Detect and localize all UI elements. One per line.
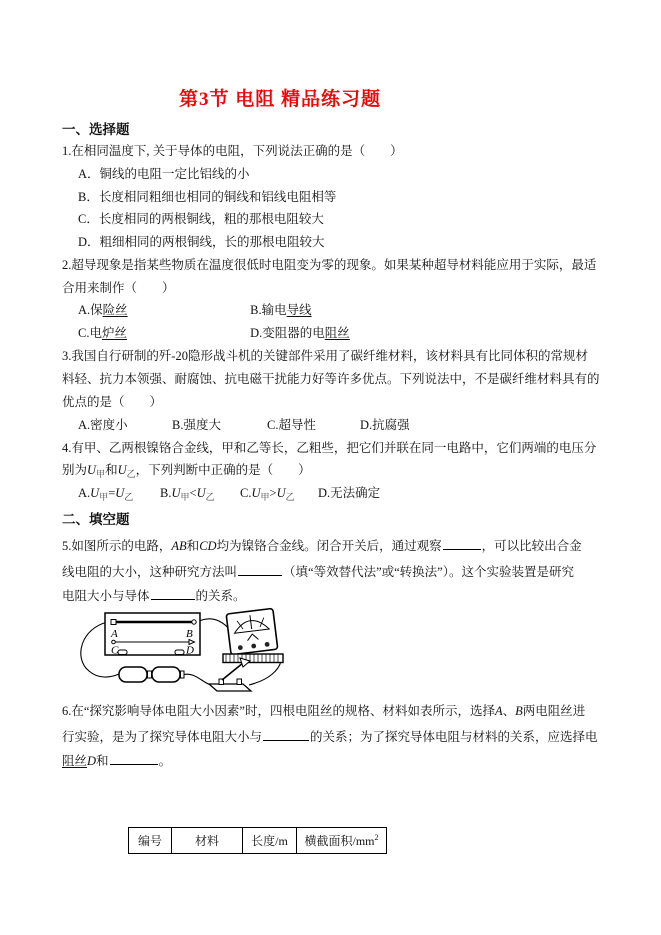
q4-stem-line1: 4.有甲、乙两根镍铬合金线，甲和乙等长，乙粗些，把它们并联在同一电路中，它们两端的电压分 <box>62 441 597 455</box>
q2-stem-line2: 合用来制作（ ） <box>62 281 175 295</box>
galvanometer-icon <box>226 608 278 654</box>
q6-line1: 6.在“探究影响导体电阻大小因素”时，四根电阻丝的规格、材料如表所示，选择A、B两电阻丝进 <box>62 704 586 718</box>
q2-options-row2 <box>78 325 350 342</box>
answer-blank <box>443 536 481 550</box>
answer-blank <box>151 586 195 600</box>
answer-blank <box>238 562 282 576</box>
q2-options-row1 <box>78 302 312 319</box>
q1-option-c: C．长度相同的两根铜线，粗的那根电阻较大 <box>78 212 324 226</box>
col-header-cross-section: 横截面积$/mm^2$ <box>297 828 387 854</box>
section-fill-heading: 二、填空题 <box>62 512 130 527</box>
col-header-id: 编号 <box>129 828 172 854</box>
q1-option-a: A．铜线的电阻一定比铝线的小 <box>78 167 250 181</box>
circuit-diagram-figure <box>73 600 308 698</box>
answer-blank <box>263 727 309 741</box>
q5-line3: 电阻大小与导体 的关系。 <box>62 586 246 603</box>
q2-option-b: B.输电导线 <box>250 303 312 317</box>
label-a: A <box>111 628 118 640</box>
resistance-wire-board <box>105 613 200 657</box>
q2-option-c: C.电炉丝 <box>78 326 127 340</box>
col-header-length: 长度/m <box>243 828 297 854</box>
switch-lever <box>222 663 243 680</box>
terminal-c <box>112 640 116 644</box>
section-choice-heading: 一、选择题 <box>62 122 130 137</box>
wire <box>249 661 281 685</box>
wire <box>181 674 211 685</box>
label-b: B <box>186 628 193 640</box>
q2-stem-line1: 2.超导现象是指某些物质在温度很低时电阻变为零的现象。如果某种超导材料能应用于实际，最适 <box>62 258 597 272</box>
table-header-row <box>129 828 387 854</box>
q6-line3: 阻丝D和 。 <box>62 751 171 768</box>
q3-option-a: A.密度小 <box>78 418 128 432</box>
q6-line2: 行实验，是为了探究导体电阻大小与 的关系；为了探究导体电阻与材料的关系，应选择电 <box>62 727 598 744</box>
q3-stem-line1: 3.我国自行研制的歼-20隐形战斗机的关键部件采用了碳纤维材料，该材料具有比同体积的常规材 <box>62 349 589 363</box>
battery-icon <box>119 667 184 682</box>
spec-table <box>128 827 387 854</box>
q3-options-row <box>78 417 410 434</box>
q1-option-d: D．粗细相同的两根铜线，长的那根电阻较大 <box>78 235 325 249</box>
q3-option-c: C.超导性 <box>267 418 316 432</box>
q1-option-b: B．长度相同粗细也相同的铜线和铝线电阻相等 <box>78 190 337 204</box>
answer-blank <box>110 751 158 765</box>
q4-options-row <box>78 485 380 502</box>
q4-option-d: D.无法确定 <box>318 486 381 500</box>
circuit-diagram <box>73 600 308 698</box>
terminal-b <box>192 620 196 624</box>
label-c: C <box>111 644 119 657</box>
meter-base <box>223 654 283 663</box>
q5-line2: 线电阻的大小，这种研究方法叫 （填“等效替代法”或“转换法”）。这个实验装置是研究 <box>62 562 574 579</box>
q5-line1: 5.如图所示的电路，AB和CD均为镍铬合金线。闭合开关后，通过观察 ，可以比较出合金 <box>62 536 582 553</box>
binding-post <box>118 650 127 655</box>
col-header-material: 材料 <box>172 828 243 854</box>
terminal-a <box>111 620 116 625</box>
label-d: D <box>186 644 194 657</box>
q3-stem-line2: 料轻、抗力本领强、耐腐蚀、抗电磁干扰能力好等许多优点。下列说法中，不是碳纤维材料具有的 <box>62 372 600 386</box>
q3-option-b: B.强度大 <box>172 418 221 432</box>
q4-option-c: $C.U_甲>U_乙$ <box>240 486 295 502</box>
q2-option-d: D.变阻器的电阻丝 <box>250 326 350 340</box>
binding-post <box>175 650 184 655</box>
q4-option-a: $A.U_甲=U_乙$ <box>78 486 134 502</box>
q2-option-a: A.保险丝 <box>78 303 128 317</box>
q1-stem: 1.在相同温度下, 关于导体的电阻，下列说法正确的是（ ） <box>62 144 403 158</box>
q3-option-d: D.抗腐强 <box>360 418 410 432</box>
q4-option-b: $B.U_甲<U_乙$ <box>160 486 215 502</box>
q4-stem-line2: 别为$U_甲$和$U_乙$，下列判断中正确的是（ ） <box>62 463 311 479</box>
page-title: 第3节 电阻 精品练习题 <box>178 89 381 110</box>
q3-stem-line3: 优点的是（ ） <box>62 395 163 409</box>
